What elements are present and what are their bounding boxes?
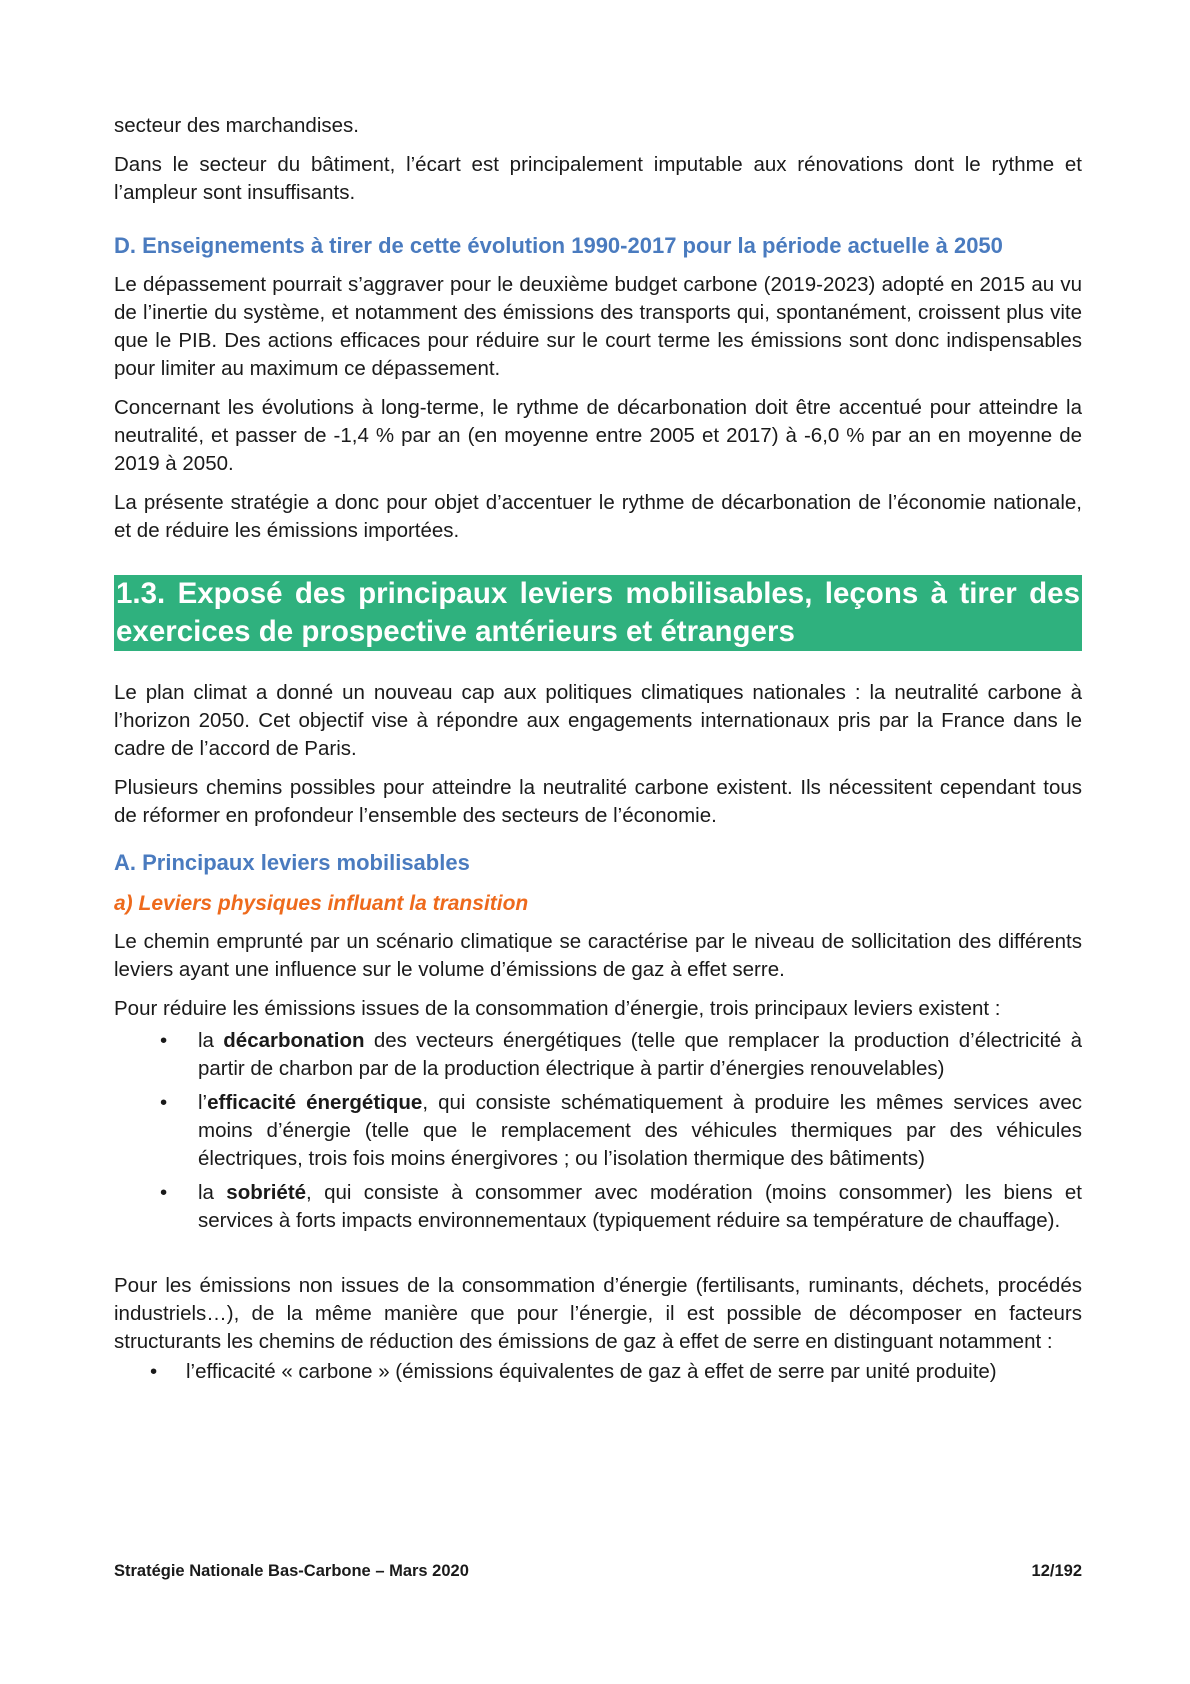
lever-pre: l’ (198, 1091, 208, 1114)
section-banner-1-3: 1.3. Exposé des principaux leviers mobilisables, leçons à tirer des exercices de prospective antérieurs et étrangers (114, 575, 1082, 651)
footer-title: Stratégie Nationale Bas-Carbone – Mars 2020 (114, 1562, 469, 1580)
paragraph-d-1: Le dépassement pourrait s’aggraver pour le deuxième budget carbone (2019-2023) adopté en 2015 au vu de l’inertie du système, et notamment des émissions des transports qui, spontanément, croissent plus vite que le PIB. Des actions efficaces pour réduire sur le court terme les émissions sont donc indispensables pour limiter au maximum ce dépassement. (114, 273, 1082, 380)
paragraph-a-2: Pour réduire les émissions issues de la consommation d’énergie, trois principaux leviers existent : (114, 997, 1001, 1020)
lever-keyword: décarbonation (223, 1029, 365, 1052)
document-page (114, 112, 1082, 1386)
paragraph-d-2: Concernant les évolutions à long-terme, le rythme de décarbonation doit être accentué pour atteindre la neutralité, et passer de -1,4 % par an (en moyenne entre 2005 et 2017) à -6,0 % par an en moyenne de 2019 à 2050. (114, 396, 1082, 475)
lever-post: , qui consiste à consommer avec modération (moins consommer) les biens et services à forts impacts environnementaux (typiquement réduire sa température de chauffage). (198, 1181, 1082, 1232)
lever-keyword: sobriété (226, 1181, 307, 1204)
page-number: 12/192 (1031, 1562, 1082, 1580)
paragraph-a-3: Pour les émissions non issues de la consommation d’énergie (fertilisants, ruminants, déchets, procédés industriels…), de la même manière que pour l’énergie, il est possible de décomposer en facteurs structurants les chemins de réduction des émissions de gaz à effet de serre en distinguant notamment : (114, 1274, 1082, 1353)
lever-keyword: efficacité énergétique (207, 1091, 423, 1114)
lever-text: l’efficacité « carbone » (émissions équivalentes de gaz à effet de serre par unité produite) (186, 1360, 997, 1383)
heading-section-a: A. Principaux leviers mobilisables (114, 850, 470, 875)
bullet-icon: • (160, 1029, 168, 1052)
bullet-icon: • (150, 1360, 158, 1383)
bullet-icon: • (160, 1091, 168, 1114)
spacer (114, 1246, 1082, 1272)
lever-pre: la (198, 1181, 227, 1204)
paragraph-13-2: Plusieurs chemins possibles pour atteindre la neutralité carbone existent. Ils nécessitent cependant tous de réformer en profondeur l’ensemble des secteurs de l’économie. (114, 776, 1082, 827)
lever-pre: la (198, 1029, 224, 1052)
bullet-icon: • (160, 1181, 168, 1204)
lever-post: , qui consiste schématiquement à produire les mêmes services avec moins d’énergie (telle que le remplacement des véhicules thermiques par des véhicules électriques, trois fois moins énergivores ; ou l’isolation thermique des bâtiments) (198, 1091, 1083, 1170)
paragraph-13-1: Le plan climat a donné un nouveau cap aux politiques climatiques nationales : la neutralité carbone à l’horizon 2050. Cet objectif vise à répondre aux engagements internationaux pris par la France dans le cadre de l’accord de Paris. (114, 681, 1082, 760)
paragraph-a-1: Le chemin emprunté par un scénario climatique se caractérise par le niveau de sollicitation des différents leviers ayant une influence sur le volume d’émissions de gaz à effet serre. (114, 930, 1082, 981)
heading-section-d: D. Enseignements à tirer de cette évolution 1990-2017 pour la période actuelle à 2050 (114, 233, 1003, 258)
list-item (114, 1089, 1082, 1173)
lever-post: des vecteurs énergétiques (telle que remplacer la production d’électricité à partir de charbon par de la production électrique à partir d’énergies renouvelables) (198, 1029, 1082, 1080)
subheading-physical-levers: a) Leviers physiques influant la transition (114, 892, 529, 915)
paragraph-intro-0: secteur des marchandises. (114, 114, 359, 137)
list-item (114, 1027, 1082, 1083)
list-item (114, 1179, 1082, 1235)
paragraph-d-3: La présente stratégie a donc pour objet d’accentuer le rythme de décarbonation de l’économie nationale, et de réduire les émissions importées. (114, 491, 1082, 542)
paragraph-intro-1: Dans le secteur du bâtiment, l’écart est principalement imputable aux rénovations dont le rythme et l’ampleur sont insuffisants. (114, 153, 1082, 204)
non-energy-levers-list (114, 1358, 1082, 1386)
list-item (114, 1358, 1082, 1386)
page-footer (114, 1560, 1082, 1582)
levers-list (114, 1027, 1082, 1235)
